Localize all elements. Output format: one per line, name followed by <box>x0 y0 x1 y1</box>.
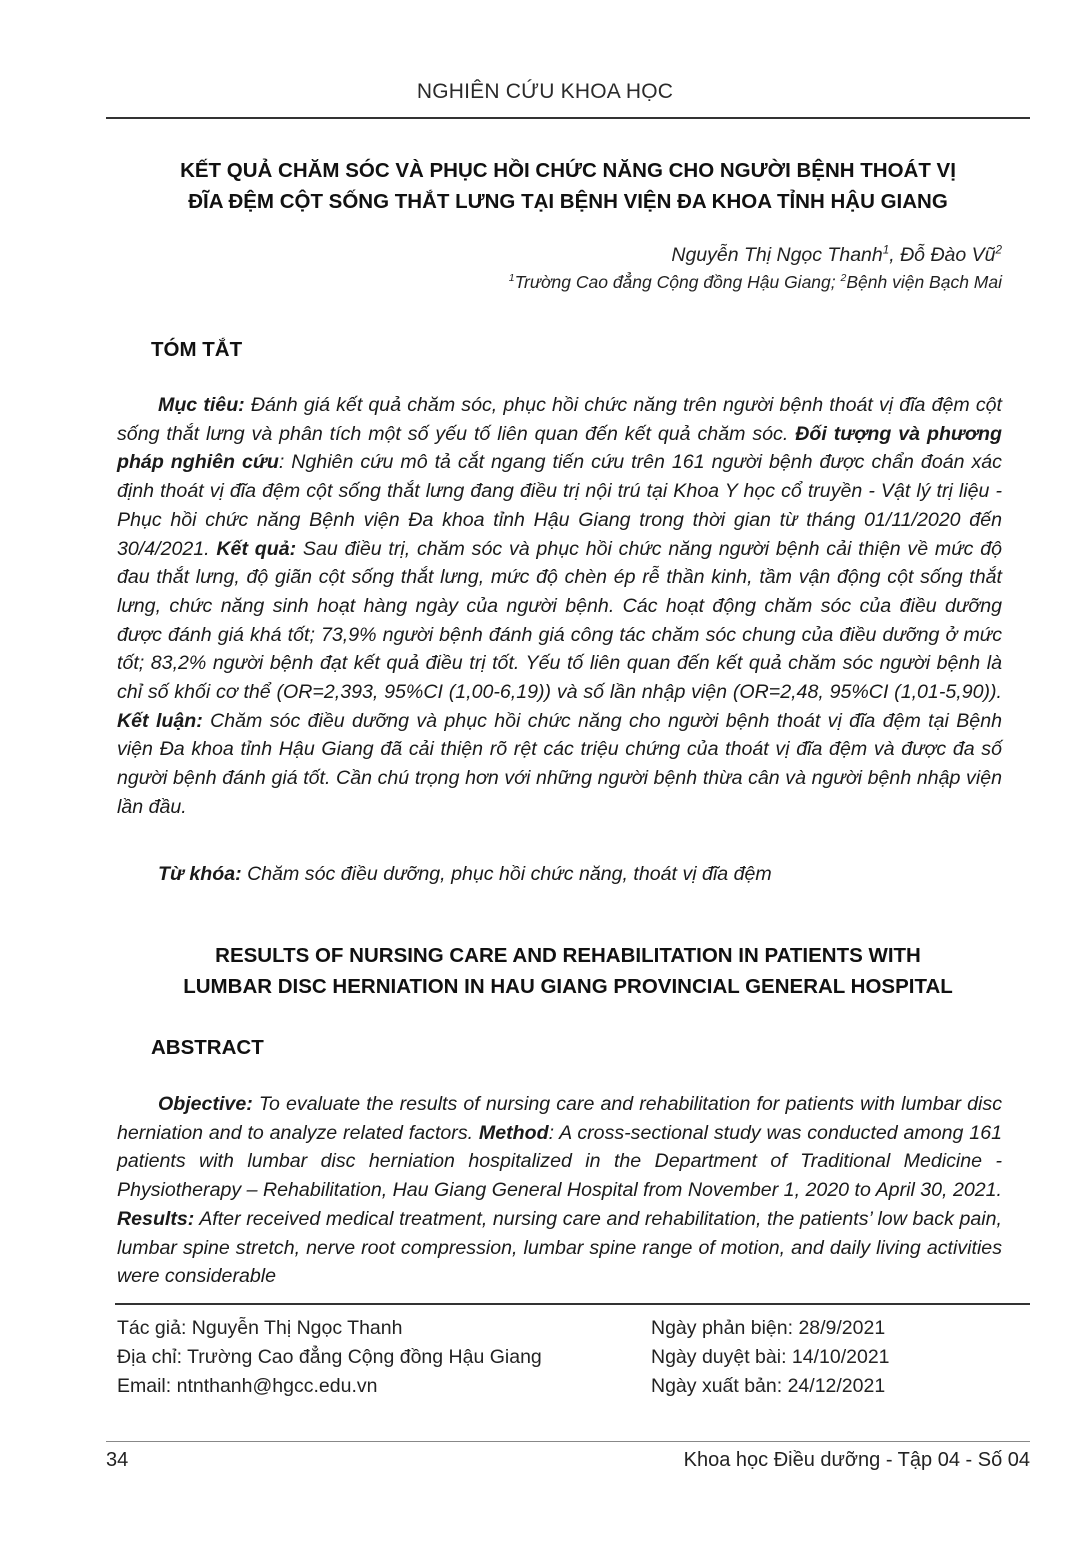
title-line-2: ĐĨA ĐỆM CỘT SỐNG THẮT LƯNG TẠI BỆNH VIỆN ĐA KHOA TỈNH HẬU GIANG <box>188 190 948 213</box>
title-en-line-2: LUMBAR DISC HERNIATION IN HAU GIANG PROVINCIAL GENERAL HOSPITAL <box>183 975 953 998</box>
affiliation-1: Trường Cao đẳng Cộng đồng Hậu Giang; <box>514 272 841 292</box>
method-en-label: Method <box>478 1121 549 1144</box>
method-en-text: : A cross-sectional study was conducted among 161 patients with lumbar disc herniation hospitalized in the Department of Traditional Medicine - Physiotherapy – Rehabilitation, Hau Giang General Hospital from November 1, 2020 to April 30, 2021. <box>117 1121 1002 1202</box>
page-footer-rule <box>106 1441 1030 1442</box>
title-en-line-1: RESULTS OF NURSING CARE AND REHABILITATION IN PATIENTS WITH <box>215 944 921 967</box>
author-2-affiliation-marker: 2 <box>995 243 1002 257</box>
abstract-body-english <box>117 1090 1002 1291</box>
publication-dates <box>651 1314 890 1401</box>
title-line-1: KẾT QUẢ CHĂM SÓC VÀ PHỤC HỒI CHỨC NĂNG CHO NGƯỜI BỆNH THOÁT VỊ <box>180 159 956 182</box>
footnote-rule <box>115 1303 1030 1305</box>
results-text: Sau điều trị, chăm sóc và phục hồi chức năng người bệnh cải thiện về mức độ đau thắt lưng, độ giãn cột sống thắt lưng, mức độ chèn ép rễ thần kinh, tầm vận động cột sống thắt lưng, chức năng sinh hoạt hàng ngày của người bệnh. Các hoạt động chăm sóc của điều dưỡng được đánh giá khá tốt; 73,9% người bệnh đánh giá công tác chăm sóc chung của điều dưỡng ở mức tốt; 83,2% người bệnh đạt kết quả điều trị tốt. Yếu tố liên quan đến kết quả chăm sóc người bệnh là chỉ số khối cơ thể (OR=2,393, 95%CI (1,00-6,19)) và số lần nhập viện (OR=2,48, 95%CI (1,01-5,90)). <box>117 537 1003 704</box>
review-date: Ngày phản biện: 28/9/2021 <box>651 1317 886 1339</box>
publication-date: Ngày xuất bản: 24/12/2021 <box>651 1375 886 1397</box>
affiliations <box>509 272 1002 293</box>
author-address: Địa chỉ: Trường Cao đẳng Cộng đồng Hậu Giang <box>117 1346 542 1368</box>
abstract-body-vietnamese <box>117 391 1002 822</box>
keywords <box>117 860 1002 889</box>
results-en-text: After received medical treatment, nursing care and rehabilitation, the patients’ low back pain, lumbar spine stretch, nerve root compression, lumbar spine range of motion, and daily living activities were considerable <box>117 1207 1002 1288</box>
affiliation-2: Bệnh viện Bạch Mai <box>846 272 1002 292</box>
article-title-vietnamese <box>106 155 1030 217</box>
approval-date: Ngày duyệt bài: 14/10/2021 <box>651 1346 890 1368</box>
method-label: Đối tượng và phương pháp nghiên cứu <box>117 422 1002 474</box>
author-1: Nguyễn Thị Ngọc Thanh <box>671 244 883 266</box>
objective-en-label: Objective: <box>158 1093 253 1115</box>
author-email: Email: ntnthanh@hgcc.edu.vn <box>117 1375 378 1397</box>
article-title-english <box>106 940 1030 1002</box>
author-2: Đỗ Đào Vũ <box>900 244 996 266</box>
author-separator: , <box>889 244 901 266</box>
results-en-label: Results: <box>117 1207 195 1230</box>
conclusion-text: Chăm sóc điều dưỡng và phục hồi chức năng cho người bệnh thoát vị đĩa đệm tại Bệnh viện Đa khoa tỉnh Hậu Giang đã cải thiện rõ rệt các triệu chứng của thoát vị đĩa đệm và được đa số người bệnh đánh giá tốt. Cần chú trọng hơn với những người bệnh thừa cân và người bệnh nhập viện lần đầu. <box>117 709 1002 818</box>
objective-label: Mục tiêu: <box>158 394 245 416</box>
author-list <box>671 240 1002 270</box>
keywords-label: Từ khóa: <box>158 863 242 885</box>
author-1-affiliation-marker: 1 <box>882 243 890 257</box>
method-text: : Nghiên cứu mô tả cắt ngang tiến cứu trên 161 người bệnh được chẩn đoán xác định thoát vị đĩa đệm cột sống thắt lưng đang điều trị nội trú tại Khoa Y học cổ truyền - Vật lý trị liệu - Phục hồi chức năng Bệnh viện Đa khoa tỉnh Hậu Giang trong thời gian từ tháng 01/11/2020 đến 30/4/2021. <box>117 451 1002 560</box>
corresponding-author: Tác giả: Nguyễn Thị Ngọc Thanh <box>117 1317 403 1339</box>
header-rule <box>106 117 1030 119</box>
abstract-heading-vietnamese: TÓM TẮT <box>151 338 243 361</box>
correspondence-info <box>117 1314 542 1401</box>
journal-citation: Khoa học Điều dưỡng - Tập 04 - Số 04 <box>683 1449 1030 1471</box>
conclusion-label: Kết luận: <box>117 709 203 732</box>
affiliation-2-marker: 2 <box>840 272 847 285</box>
page-number: 34 <box>106 1449 129 1471</box>
objective-text: Đánh giá kết quả chăm sóc, phục hồi chức năng trên người bệnh thoát vị đĩa đệm cột sống thắt lưng và phân tích một số yếu tố liên quan đến kết quả chăm sóc. <box>117 394 1002 445</box>
objective-en-text: To evaluate the results of nursing care and rehabilitation for patients with lumbar disc herniation and to analyze related factors. <box>117 1093 1002 1144</box>
abstract-heading-english: ABSTRACT <box>151 1036 264 1059</box>
running-head: NGHIÊN CỨU KHOA HỌC <box>416 80 674 103</box>
keywords-text: Chăm sóc điều dưỡng, phục hồi chức năng, thoát vị đĩa đệm <box>241 863 772 885</box>
affiliation-1-marker: 1 <box>508 272 515 285</box>
results-label: Kết quả: <box>216 537 297 560</box>
